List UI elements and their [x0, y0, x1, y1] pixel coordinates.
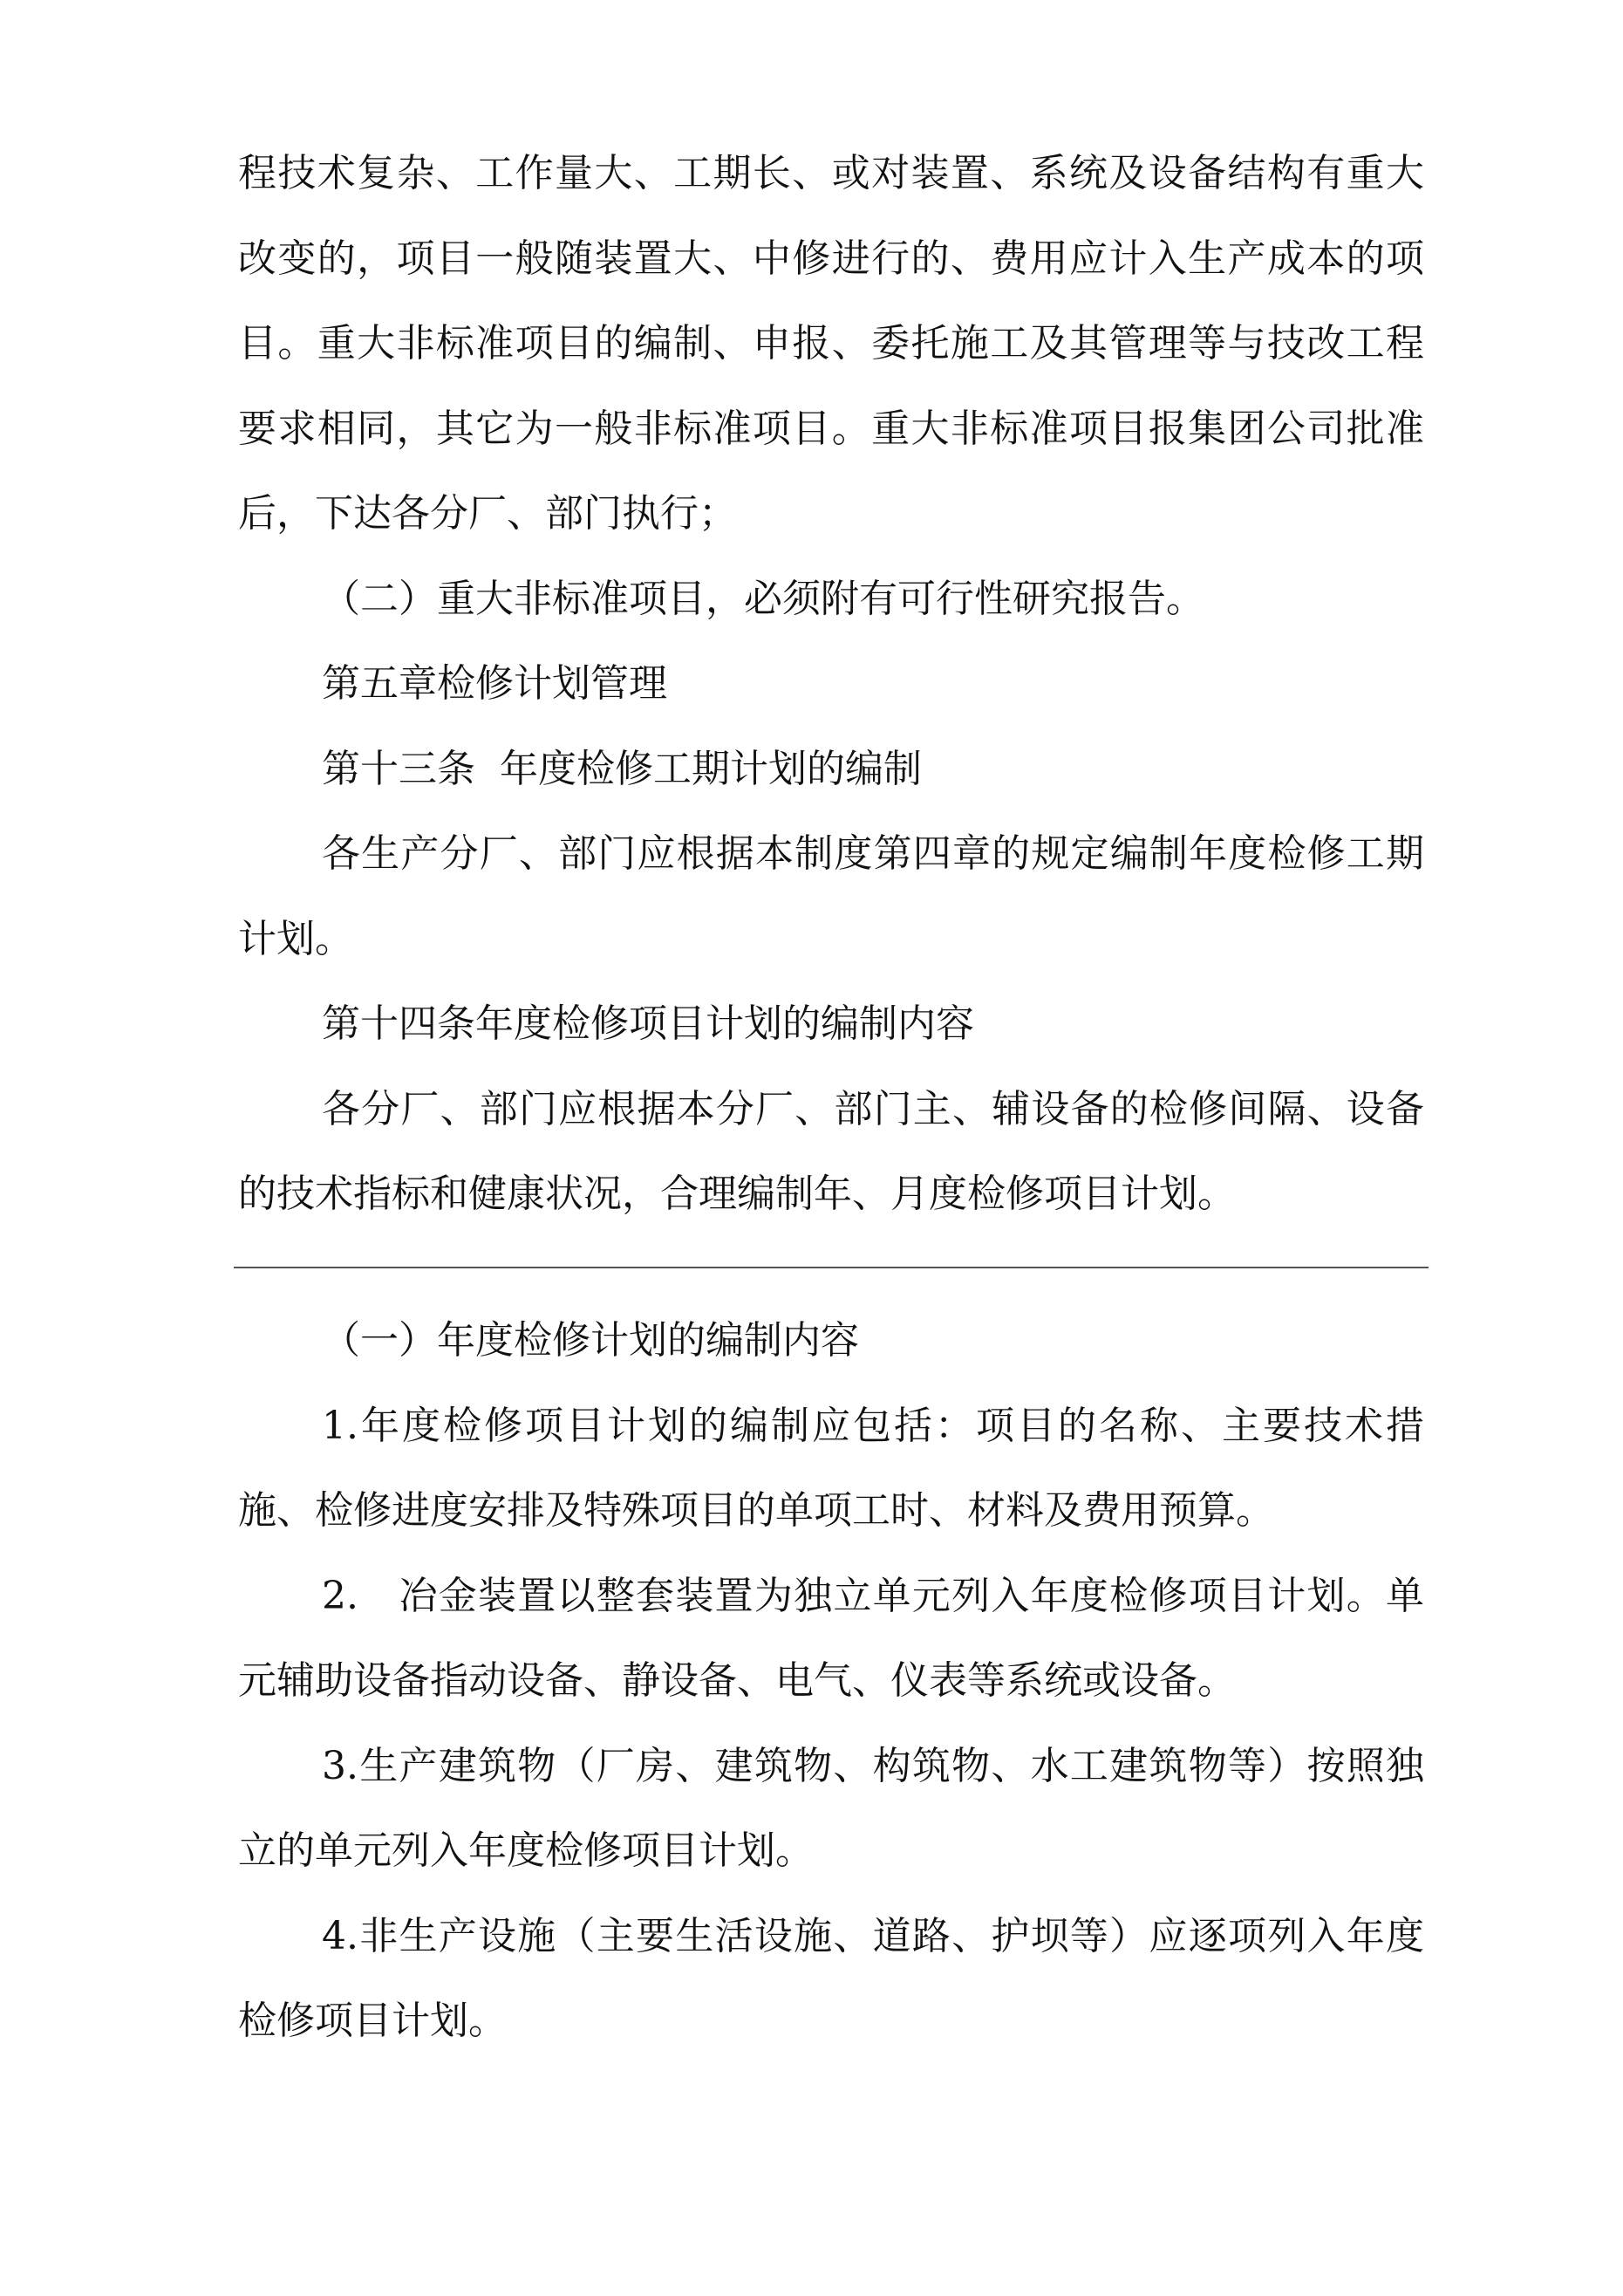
list-item-4: 4.非生产设施（主要生活设施、道路、护坝等）应逐项列入年度检修项目计划。 [238, 1913, 1424, 2043]
list-item-3: 3.生产建筑物（厂房、建筑物、构筑物、水工建筑物等）按照独立的单元列入年度检修项目计划。 [238, 1743, 1424, 1873]
paragraph-continuation: 程技术复杂、工作量大、工期长、或对装置、系统及设备结构有重大改变的，项目一般随装置大、中修进行的、费用应计入生产成本的项目。重大非标准项目的编制、申报、委托施工及其管理等与技改工程要求相同，其它为一般非标准项目。重大非标准项目报集团公司批准后，下达各分厂、部门执行； [238, 151, 1424, 536]
page-divider [234, 1267, 1429, 1268]
chapter-heading: 第五章检修计划管理 [322, 661, 667, 706]
paragraph-article-13-body: 各生产分厂、部门应根据本制度第四章的规定编制年度检修工期计划。 [238, 831, 1424, 961]
article-14-heading: 第十四条年度检修项目计划的编制内容 [322, 1001, 974, 1046]
lower-text-block [238, 1298, 1424, 2064]
paragraph-article-14-body: 各分厂、部门应根据本分厂、部门主、辅设备的检修间隔、设备的技术指标和健康状况，合理编制年、月度检修项目计划。 [238, 1086, 1424, 1216]
list-item-2: 2. 冶金装置以整套装置为独立单元列入年度检修项目计划。单元辅助设备指动设备、静设备、电气、仪表等系统或设备。 [238, 1573, 1424, 1703]
list-item-1: 1.年度检修项目计划的编制应包括：项目的名称、主要技术措施、检修进度安排及特殊项目的单项工时、材料及费用预算。 [238, 1403, 1424, 1533]
article-13-heading: 第十三条 年度检修工期计划的编制 [322, 746, 922, 791]
paragraph-item-two: （二）重大非标准项目，必须附有可行性研究报告。 [322, 576, 1204, 621]
upper-text-block [238, 131, 1424, 1237]
section-heading-one: （一）年度检修计划的编制内容 [322, 1318, 859, 1363]
